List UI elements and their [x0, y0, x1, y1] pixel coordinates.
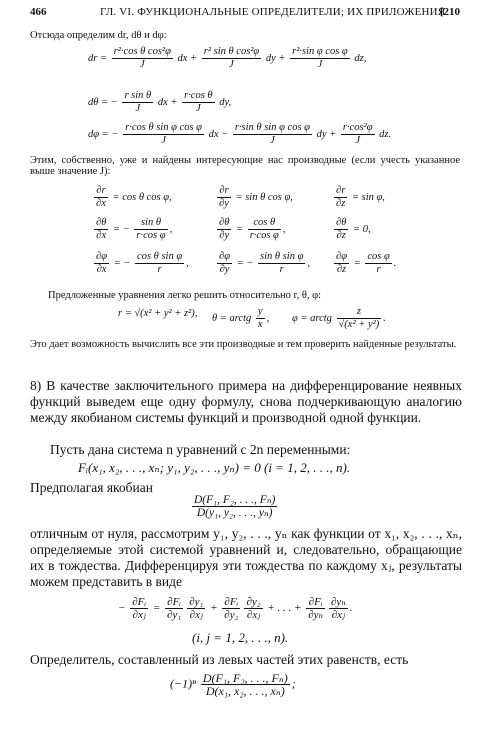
differentiation-equation: − $\frac{\text{∂Fᵢ}}{\text{∂xⱼ}}$ = $\frac{\text{∂Fᵢ}}{\text{∂y₁}}$ $\frac{\text{∂y₁}}{\text{∂xⱼ}}$ + $\frac{\text{∂Fᵢ}}{\text{∂y₂}}$ $\frac{\text{∂y₂}}{\text{∂xⱼ}}$ + . . . + $\frac{\text{∂Fᵢ}}{\text{∂yₙ}}$ $\frac{\text{∂yₙ}}{\text{∂xⱼ}}$ . — [118, 596, 353, 621]
fraction: $\frac{\text{r·sin θ sin φ cos φ}}{J}$ — [234, 122, 310, 146]
fraction: $\frac{\text{r² sin θ cos²φ}}{J}$ — [203, 46, 260, 70]
solution-theta: θ = arctg $\frac{y}{x}$ , — [212, 306, 270, 330]
deriv-phi-x: $\frac{\partial\varphi}{\partial x}$ = − $\frac{\text{cos θ sin φ}}{r}$ , — [96, 251, 189, 275]
section-number: [210 — [439, 6, 460, 18]
paragraph: Предполагая якобиан — [30, 480, 153, 495]
system-equation: Fᵢ(x₁, x₂, . . ., xₙ; y₁, y₂, . . ., yₙ) = 0 (i = 1, 2, . . ., n). — [78, 460, 351, 475]
page-number: 466 — [30, 6, 47, 18]
paragraph: 8) В качестве заключительного примера на дифференцирование неявных функций выведем еще одну формулу, снова подчеркивающую аналогию между якобианом системы функций и производной одной функции. — [30, 378, 462, 425]
solution-r: r = √(x² + y² + z²), — [118, 308, 198, 319]
paragraph: Предложенные уравнения легко решить относительно r, θ, φ: — [48, 290, 322, 301]
eq-lhs: dr = — [88, 52, 108, 64]
deriv-theta-z: $\frac{\partial\theta}{\partial z}$ = 0, — [336, 217, 371, 241]
deriv-phi-y: $\frac{\partial\varphi}{\partial y}$ = − $\frac{\text{sin θ sin φ}}{r}$ , — [219, 251, 311, 275]
equation-dr: dr = $\frac{\text{r²·cos θ cos²φ}}{J}$ dx + $\frac{\text{r² sin θ cos²φ}}{J}$ dy + $\frac{\text{r²·sin φ cos φ}}{J}$ dz, — [88, 46, 367, 70]
paragraph: Этим, собственно, уже и найдены интересующие нас производные (если учесть указанное выше значение J): — [30, 155, 460, 177]
index-range: (i, j = 1, 2, . . ., n). — [192, 630, 289, 645]
final-expression: (−1)ⁿ $\frac{\text{D(F₁, F₂, . . ., Fₙ)}}{\text{D(x₁, x₂, . . ., xₙ)}}$ ; — [170, 671, 296, 698]
paragraph: Это дает возможность вычислить все эти производные и тем проверить найденные результаты. — [30, 339, 457, 350]
fraction: $\frac{\text{r·cos θ}}{J}$ — [184, 90, 213, 114]
fraction: $\frac{\text{r·cos²φ}}{J}$ — [342, 122, 373, 146]
deriv-theta-x: $\frac{\partial\theta}{\partial x}$ = − $\frac{\text{sin θ}}{\text{r·cos φ}}$ , — [96, 217, 173, 241]
deriv-r-x: $\frac{\partial r}{\partial x}$ = cos θ cos φ, — [96, 185, 172, 209]
chapter-title: ГЛ. VI. ФУНКЦИОНАЛЬНЫЕ ОПРЕДЕЛИТЕЛИ; ИХ ПРИЛОЖЕНИЯ — [100, 6, 446, 18]
deriv-r-y: $\frac{\partial r}{\partial y}$ = sin θ cos φ, — [219, 185, 293, 209]
fraction: $\frac{\text{r²·sin φ cos φ}}{J}$ — [292, 46, 348, 70]
fraction: $\frac{\text{r²·cos θ cos²φ}}{J}$ — [113, 46, 171, 70]
paragraph: Определитель, составленный из левых частей этих равенств, есть — [30, 652, 409, 667]
intro-line: Отсюда определим dr, dθ и dφ: — [30, 30, 167, 41]
solution-phi: φ = arctg $\frac{z}{\text{√(x² + y²)}}$ . — [292, 306, 386, 330]
deriv-r-z: $\frac{\partial r}{\partial z}$ = sin φ, — [336, 185, 385, 209]
fraction: $\frac{\text{r·cos θ sin φ cos φ}}{J}$ — [125, 122, 202, 146]
fraction: $\frac{\text{r sin θ}}{J}$ — [124, 90, 152, 114]
paragraph: Пусть дана система n уравнений с 2n переменными: — [50, 442, 351, 457]
deriv-phi-z: $\frac{\partial\varphi}{\partial z}$ = $\frac{\text{cos φ}}{r}$ . — [336, 251, 397, 275]
page-header — [30, 6, 460, 22]
equation-dtheta: dθ = − $\frac{\text{r sin θ}}{J}$ dx + $\frac{\text{r·cos θ}}{J}$ dy, — [88, 90, 232, 114]
equation-dphi: dφ = − $\frac{\text{r·cos θ sin φ cos φ}}{J}$ dx − $\frac{\text{r·sin θ sin φ cos φ}}{J}$ dy + $\frac{\text{r·cos²φ}}{J}$ dz. — [88, 122, 392, 146]
paragraph: отличным от нуля, рассмотрим y₁, y₂, . . ., yₙ как функции от x₁, x₂, . . ., xₙ, определяемые этой системой уравнений и, следовательно, обращающие их в тождества. Дифференцируя эти тождества по каждому xⱼ, результаты можем представить в виде — [30, 526, 462, 589]
jacobian: $\frac{\text{D(F₁, F₂, . . ., Fₙ)}}{\text{D(y₁, y₂, . . ., yₙ)}}$ — [194, 494, 276, 519]
deriv-theta-y: $\frac{\partial\theta}{\partial y}$ = $\frac{\text{cos θ}}{\text{r·cos φ}}$ , — [219, 217, 286, 241]
